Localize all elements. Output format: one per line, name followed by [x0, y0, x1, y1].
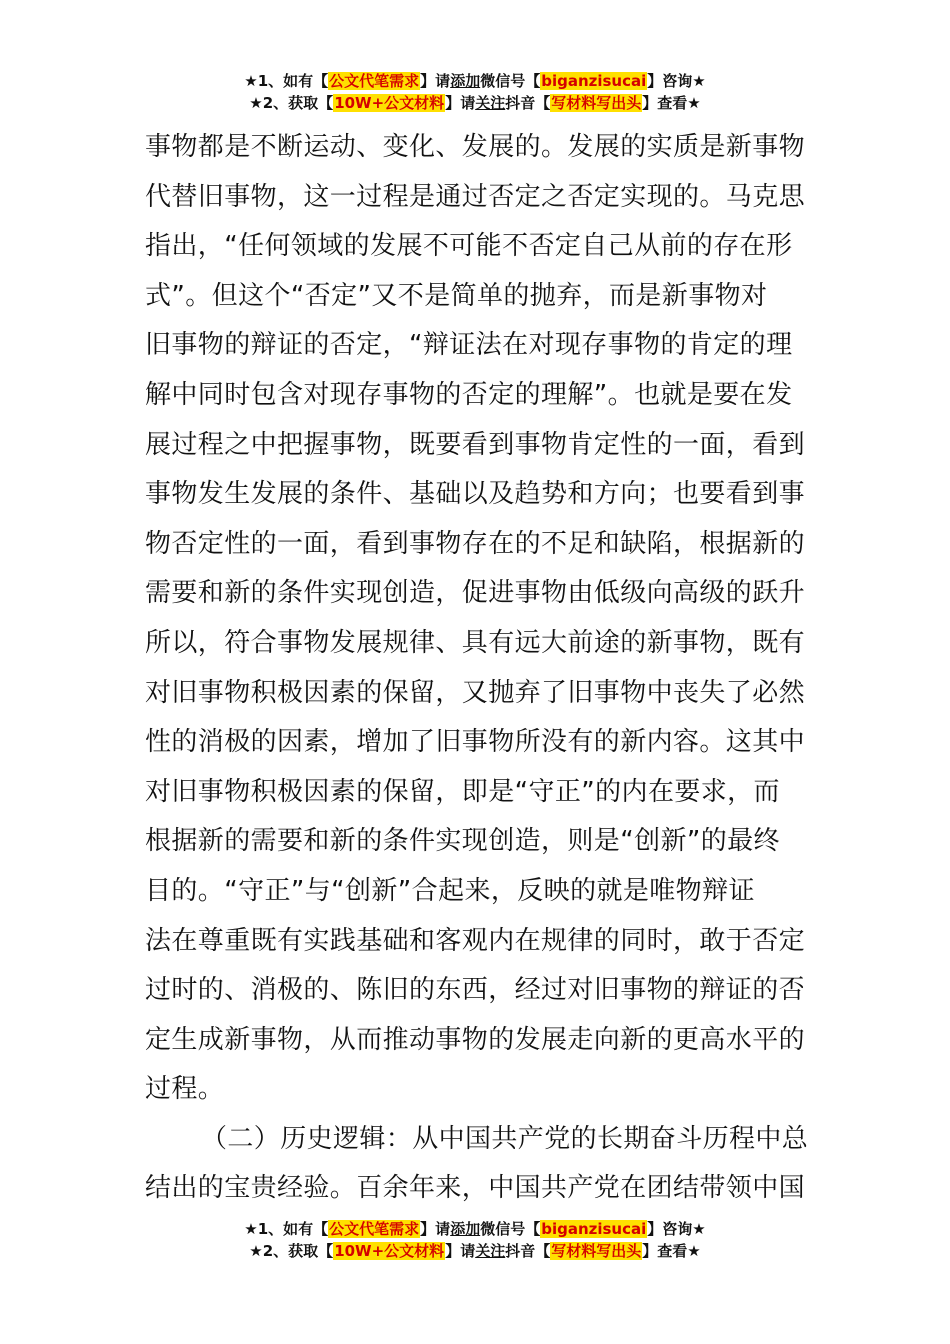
body-line: 指出，“任何领域的发展不可能不否定自己从前的存在形 [145, 231, 793, 262]
body-line: 法在尊重既有实践基础和客观内在规律的同时，敢于否定 [145, 925, 806, 956]
banner-text: ★2、获取【 [249, 94, 334, 112]
banner-line-2 [0, 1240, 950, 1262]
body-line: 解中同时包含对现存事物的否定的理解”。也就是要在发 [145, 379, 793, 410]
highlight-douyin-account: 写材料写出头 [551, 1242, 642, 1260]
banner-line-2 [0, 92, 950, 114]
body-line: 所以，符合事物发展规律、具有远大前途的新事物，既有 [145, 627, 806, 658]
banner-text: ★1、如有【 [244, 1220, 329, 1238]
banner-text: ★1、如有【 [244, 72, 329, 90]
highlight-materials: 10W+公文材料 [334, 94, 445, 112]
body-line: 过程。 [145, 1074, 225, 1105]
banner-text: 抖音【 [505, 94, 551, 112]
banner-text: ★2、获取【 [249, 1242, 334, 1260]
body-line: 目的。“守正”与“创新”合起来，反映的就是唯物辩证 [145, 875, 755, 906]
body-line: 根据新的需要和新的条件实现创造，则是“创新”的最终 [145, 826, 780, 857]
body-line: 对旧事物积极因素的保留，即是“守正”的内在要求，而 [145, 776, 780, 807]
body-line: 需要和新的条件实现创造，促进事物由低级向高级的跃升 [145, 578, 806, 609]
banner-text: 】咨询★ [647, 1220, 706, 1238]
highlight-douyin-account: 写材料写出头 [551, 94, 642, 112]
banner-text: 】咨询★ [647, 72, 706, 90]
body-line: 式”。但这个“否定”又不是简单的抛弃，而是新事物对 [145, 280, 768, 311]
body-line: 事物都是不断运动、变化、发展的。发展的实质是新事物 [145, 132, 806, 162]
banner-text: 】查看★ [642, 94, 701, 112]
emphasis-text: 添加 [450, 1220, 481, 1238]
section-heading-line: （二）历史逻辑：从中国共产党的长期奋斗历程中总 [201, 1123, 809, 1154]
banner-text: 】请 [445, 1242, 476, 1260]
body-line: 物否定性的一面，看到事物存在的不足和缺陷，根据新的 [145, 528, 806, 559]
highlight-service: 公文代笔需求 [329, 1220, 420, 1238]
body-line: 性的消极的因素，增加了旧事物所没有的新内容。这其中 [145, 727, 806, 758]
banner-text: 微信号【 [480, 1220, 541, 1238]
body-line: 对旧事物积极因素的保留，又抛弃了旧事物中丧失了必然 [145, 677, 806, 708]
body-line: 旧事物的辩证的否定，“辩证法在对现存事物的肯定的理 [145, 330, 793, 361]
body-line: 过时的、消极的、陈旧的东西，经过对旧事物的辩证的否 [145, 975, 806, 1006]
emphasis-text: 添加 [450, 72, 481, 90]
banner-text: 】请 [445, 94, 476, 112]
banner-text: 】请 [420, 72, 451, 90]
emphasis-text: 关注 [475, 94, 506, 112]
body-line: 事物发生发展的条件、基础以及趋势和方向；也要看到事 [145, 479, 806, 510]
emphasis-text: 关注 [475, 1242, 506, 1260]
banner-text: 微信号【 [480, 72, 541, 90]
highlight-service: 公文代笔需求 [329, 72, 420, 90]
bottom-banner [0, 1218, 950, 1262]
body-line: 代替旧事物，这一过程是通过否定之否定实现的。马克思 [145, 181, 806, 212]
body-line: 结出的宝贵经验。百余年来，中国共产党在团结带领中国 [145, 1173, 806, 1204]
banner-line-1 [0, 1218, 950, 1240]
banner-line-1 [0, 70, 950, 92]
highlight-wechat-id: biganzisucai [541, 1220, 647, 1238]
banner-text: 】查看★ [642, 1242, 701, 1260]
banner-text: 抖音【 [505, 1242, 551, 1260]
document-body [145, 123, 815, 1214]
top-banner [0, 70, 950, 114]
body-line: 定生成新事物，从而推动事物的发展走向新的更高水平的 [145, 1024, 806, 1055]
banner-text: 】请 [420, 1220, 451, 1238]
highlight-materials: 10W+公文材料 [334, 1242, 445, 1260]
highlight-wechat-id: biganzisucai [541, 72, 647, 90]
body-line: 展过程之中把握事物，既要看到事物肯定性的一面，看到 [145, 429, 806, 460]
